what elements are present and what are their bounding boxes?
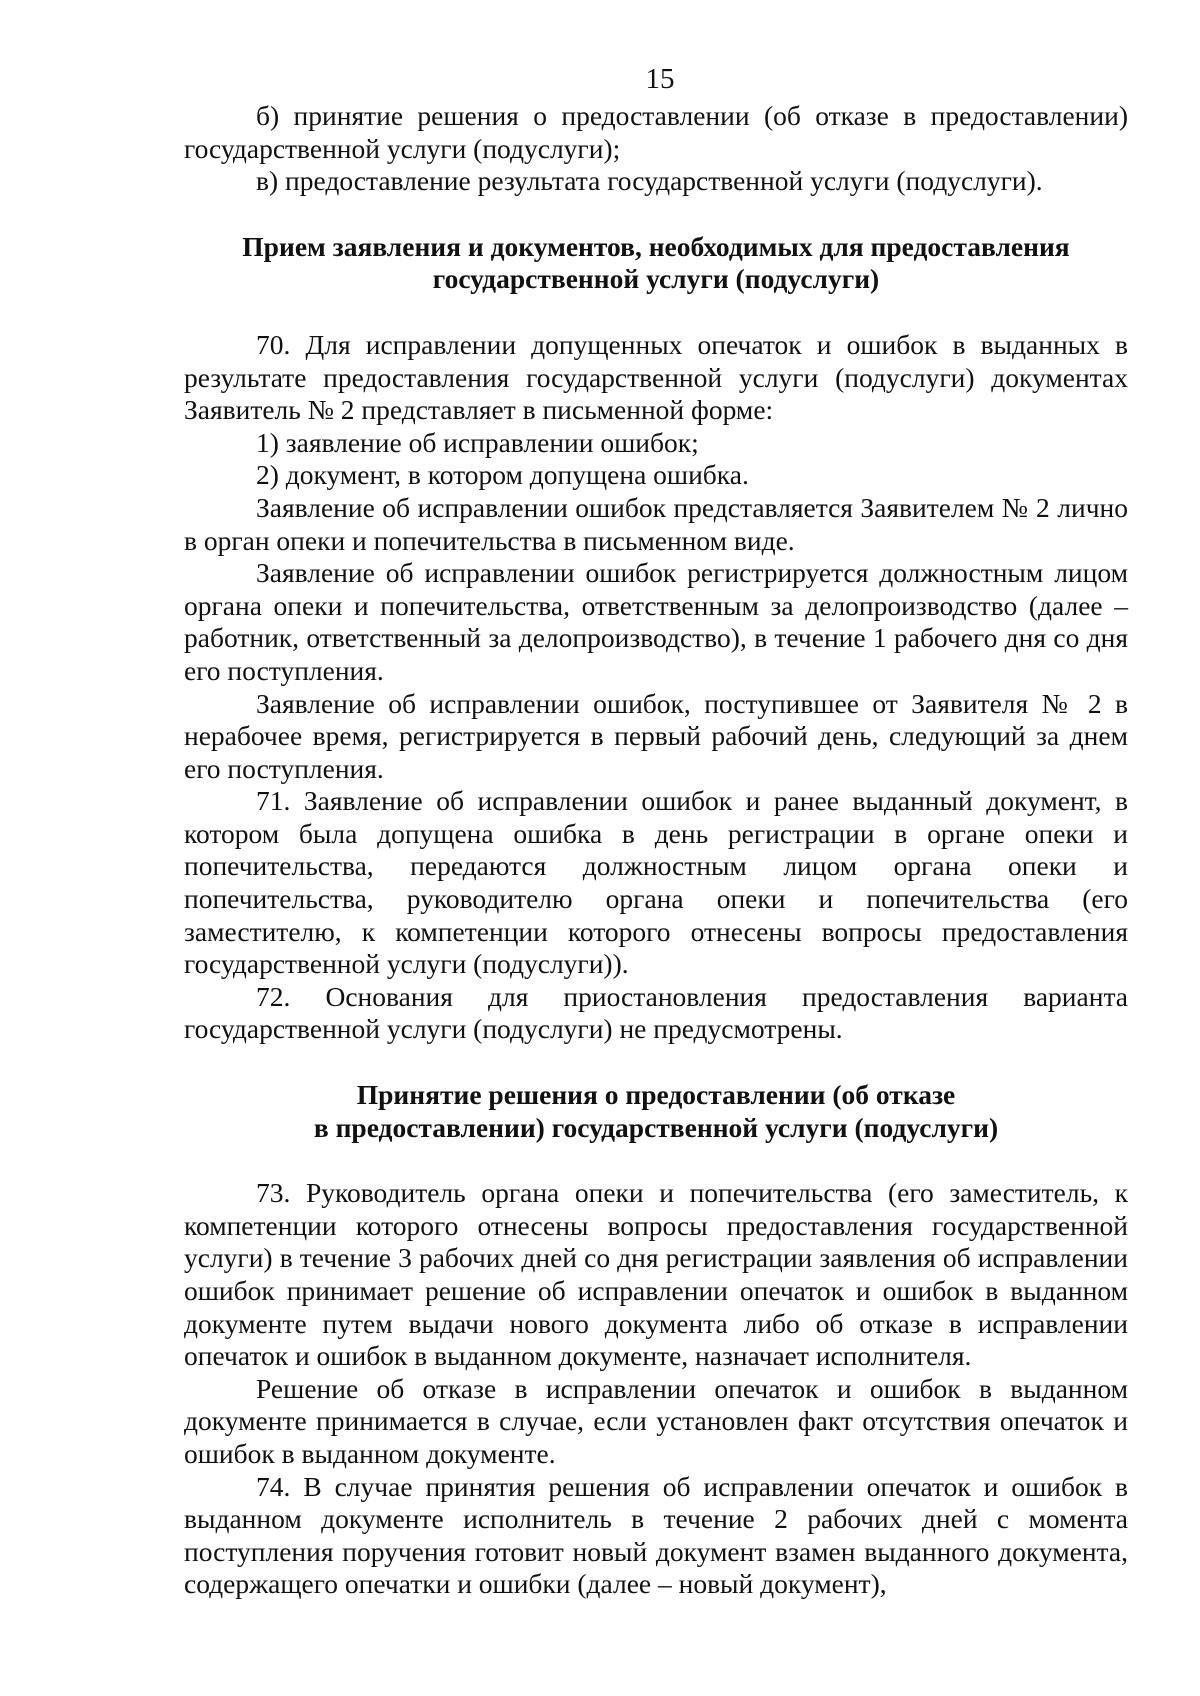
heading-line: государственной услуги (подуслуги) xyxy=(432,263,880,295)
paragraph-nonworking-time: Заявление об исправлении ошибок, поступившее от Заявителя № 2 в нерабочее время, регистрируется в первый рабочий день, следующий за днем его поступления. xyxy=(184,687,1128,784)
heading-line: в предоставлении) государственной услуги (подуслуги) xyxy=(313,1111,999,1143)
document-page xyxy=(184,62,1128,1601)
section-heading xyxy=(184,231,1128,296)
paragraph-registration: Заявление об исправлении ошибок регистрируется должностным лицом органа опеки и попечительства, ответственным за делопроизводство (далее – работник, ответственный за делопроизводство), в течение 1 рабочего дня со дня его поступления. xyxy=(184,557,1128,686)
page-number: 15 xyxy=(645,63,675,95)
heading-line: Принятие решения о предоставлении (об отказе xyxy=(356,1079,956,1111)
paragraph-72: 72. Основания для приостановления предоставления варианта государственной услуги (подуслуги) не предусмотрены. xyxy=(184,980,1128,1045)
paragraph-74: 74. В случае принятия решения об исправлении опечаток и ошибок в выданном документе исполнитель в течение 2 рабочих дней с момента поступления поручения готовит новый документ взамен выданного документа, содержащего опечатки и ошибки (далее – новый документ), xyxy=(184,1470,1128,1600)
paragraph-73: 73. Руководитель органа опеки и попечительства (его заместитель, к компетенции которого отнесены вопросы предоставления государственной услуги) в течение 3 рабочих дней со дня регистрации заявления об исправлении ошибок принимает решение об исправлении опечаток и ошибок в выданном документе путем выдачи нового документа либо об отказе в исправлении опечаток и ошибок в выданном документе, назначает исполнителя. xyxy=(184,1177,1128,1372)
paragraph-70: 70. Для исправлении допущенных опечаток и ошибок в выданных в результате предоставления государственной услуги (подуслуги) документах Заявитель № 2 представляет в письменной форме: xyxy=(184,328,1128,426)
section-heading-reception xyxy=(184,231,1128,296)
intro-item-v: в) предоставление результата государственной услуги (подуслуги). xyxy=(256,165,1043,197)
section-heading-decision xyxy=(184,1079,1128,1144)
heading-line: Прием заявления и документов, необходимых для предоставления xyxy=(242,230,1070,262)
intro-item-b: б) принятие решения о предоставлении (об отказе в предоставлении) государственной услуги (подуслуги); xyxy=(184,100,1128,164)
list-item-2: 2) документ, в котором допущена ошибка. xyxy=(256,459,749,491)
paragraph-71: 71. Заявление об исправлении ошибок и ранее выданный документ, в котором была допущена ошибка в день регистрации в органе опеки и попечительства, передаются должностным лицом органа опеки и попечительства, руководителю органа опеки и попечительства (его заместителю, к компетенции которого отнесены вопросы предоставления государственной услуги (подуслуги)). xyxy=(184,785,1128,980)
paragraph-refusal: Решение об отказе в исправлении опечаток и ошибок в выданном документе принимается в случае, если установлен факт отсутствия опечаток и ошибок в выданном документе. xyxy=(184,1372,1128,1469)
paragraph-submission: Заявление об исправлении ошибок представляется Заявителем № 2 лично в орган опеки и попечительства в письменном виде. xyxy=(184,491,1128,556)
list-item-1: 1) заявление об исправлении ошибок; xyxy=(256,426,699,458)
section-heading xyxy=(184,1079,1128,1144)
